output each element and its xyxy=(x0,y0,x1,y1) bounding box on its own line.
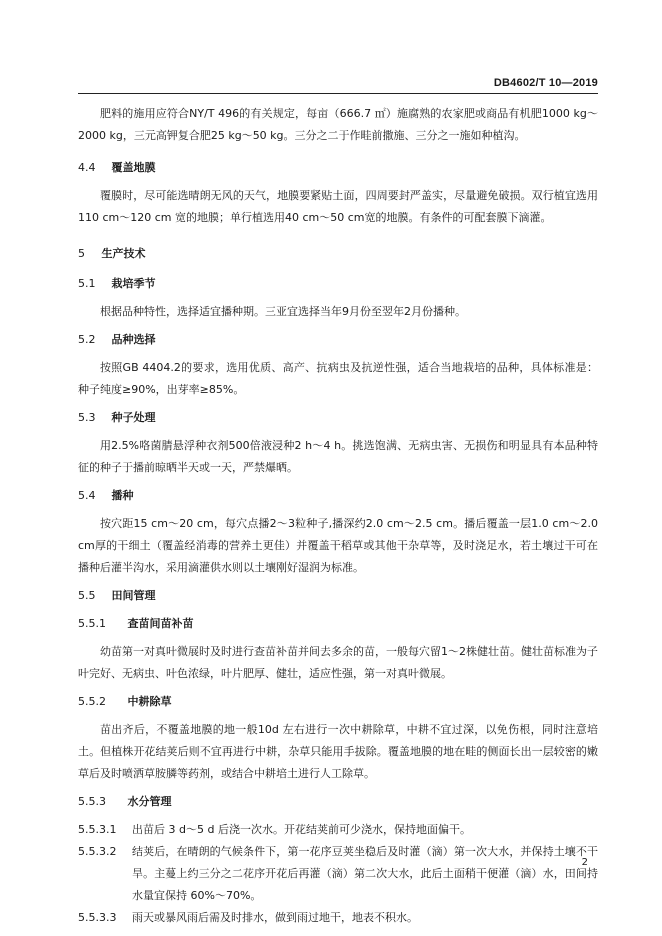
paragraph-5-3: 用2.5%咯菌腈悬浮种衣剂500倍液浸种2 h～4 h。挑选饱满、无病虫害、无损伤和明显具有本品种特征的种子于播前晾晒半天或一天，严禁爆晒。 xyxy=(78,439,598,474)
section-title: 品种选择 xyxy=(111,333,156,346)
section-5-3-heading xyxy=(78,407,598,429)
item-number: 5.5.3.3 xyxy=(78,911,117,924)
section-number: 5 xyxy=(78,247,85,260)
section-number: 5.4 xyxy=(78,489,96,502)
list-item xyxy=(78,819,598,841)
header-rule xyxy=(78,93,598,94)
item-text: 雨天或暴风雨后需及时排水，做到雨过地干，地表不积水。 xyxy=(132,911,418,924)
section-title: 田间管理 xyxy=(111,589,156,602)
section-5-1-heading xyxy=(78,273,598,295)
section-number: 5.5.3 xyxy=(78,795,106,808)
paragraph-5-2: 按照GB 4404.2的要求，选用优质、高产、抗病虫及抗逆性强，适合当地栽培的品种，具体标准是：种子纯度≥90%，出芽率≥85%。 xyxy=(78,361,598,396)
section-number: 5.2 xyxy=(78,333,96,346)
section-5-5-3-heading xyxy=(78,791,598,813)
item-number: 5.5.3.1 xyxy=(78,823,117,836)
paragraph-5-5-1: 幼苗第一对真叶微展时及时进行查苗补苗并间去多余的苗，一般每穴留1～2株健壮苗。健壮苗标准为子叶完好、无病虫、叶色浓绿，叶片肥厚、健壮，适应性强，第一对真叶微展。 xyxy=(78,645,598,680)
section-5-5-1-heading xyxy=(78,613,598,635)
section-number: 5.5.1 xyxy=(78,617,106,630)
section-title: 播种 xyxy=(111,489,134,502)
section-5-2-heading xyxy=(78,329,598,351)
section-title: 种子处理 xyxy=(111,411,156,424)
paragraph-5-5-2: 苗出齐后，不覆盖地膜的地一般10d 左右进行一次中耕除草，中耕不宜过深，以免伤根，同时注意培土。但植株开花结荚后则不宜再进行中耕，杂草只能用手拔除。覆盖地膜的地在畦的侧面长出一层较密的嫩草后及时喷洒草胺膦等药剂，或结合中耕培土进行人工除草。 xyxy=(78,723,598,780)
section-number: 5.5.2 xyxy=(78,695,106,708)
section-title: 水分管理 xyxy=(127,795,172,808)
document-code: DB4602/T 10—2019 xyxy=(493,77,598,89)
item-text: 结荚后，在晴朗的气候条件下，第一花序豆荚坐稳后及时灌（滴）第一次大水，并保持土壤不干旱。主蔓上约三分之二花序开花后再灌（滴）第二次大水，此后土面稍干便灌（滴）水，田间持水量宜保持 60%～70%。 xyxy=(132,845,598,902)
section-number: 5.5 xyxy=(78,589,96,602)
list-item xyxy=(78,907,598,929)
paragraph-4-4: 覆膜时，尽可能选晴朗无风的天气，地膜要紧贴土面，四周要封严盖实，尽量避免破损。双行植宜选用110 cm～120 cm 宽的地膜；单行植选用40 cm～50 cm宽的地膜。有条件的可配套膜下滴灌。 xyxy=(78,189,598,224)
item-text: 出苗后 3 d～5 d 后浇一次水。开花结荚前可少浇水，保持地面偏干。 xyxy=(132,823,471,836)
section-4-4-heading xyxy=(78,157,598,179)
page-number: 2 xyxy=(581,857,588,868)
section-title: 覆盖地膜 xyxy=(111,161,156,174)
section-number: 5.3 xyxy=(78,411,96,424)
section-title: 生产技术 xyxy=(101,247,146,260)
section-5-5-2-heading xyxy=(78,691,598,713)
paragraph-5-4: 按穴距15 cm～20 cm，每穴点播2～3粒种子,播深约2.0 cm～2.5 cm。播后覆盖一层1.0 cm～2.0 cm厚的干细土（覆盖经消毒的营养土更佳）并覆盖干稻草或其他干杂草等，及时浇足水，若土壤过干可在播种后灌半沟水，采用滴灌供水则以土壤刚好湿润为标准。 xyxy=(78,517,598,574)
section-number: 4.4 xyxy=(78,161,96,174)
section-title: 栽培季节 xyxy=(111,277,156,290)
item-number: 5.5.3.2 xyxy=(78,845,117,858)
section-5-4-heading xyxy=(78,485,598,507)
section-5-heading xyxy=(78,243,598,265)
paragraph-5-1: 根据品种特性，选择适宜播种期。三亚宜选择当年9月份至翌年2月份播种。 xyxy=(100,305,466,318)
paragraph-fertilizer: 肥料的施用应符合NY/T 496的有关规定，每亩（666.7 ㎡）施腐熟的农家肥或商品有机肥1000 kg～2000 kg，三元高钾复合肥25 kg～50 kg。三分之二于作畦前撒施、三分之一施如种植沟。 xyxy=(78,107,598,142)
list-item xyxy=(78,841,598,907)
section-number: 5.1 xyxy=(78,277,96,290)
section-5-5-heading xyxy=(78,585,598,607)
section-title: 中耕除草 xyxy=(127,695,172,708)
document-body xyxy=(78,103,598,929)
section-title: 查苗间苗补苗 xyxy=(127,617,194,630)
